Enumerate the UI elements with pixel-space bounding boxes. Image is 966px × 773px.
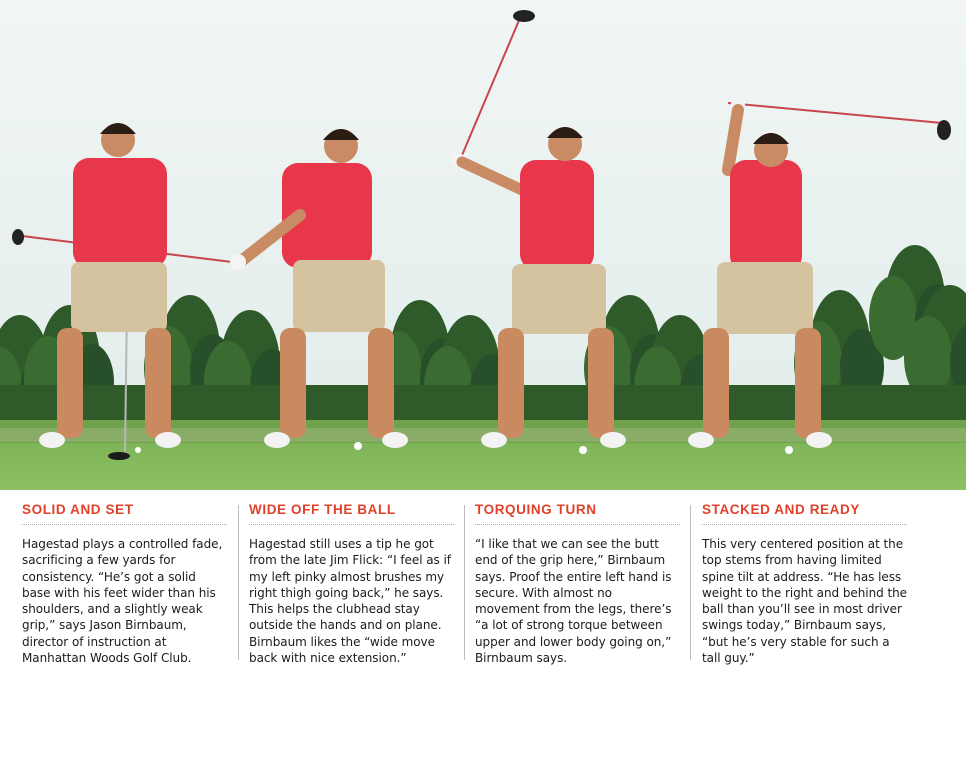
caption-heading: SOLID AND SET: [22, 502, 134, 517]
caption-column-wide-off-the-ball: [249, 500, 454, 666]
dotted-divider: [249, 524, 454, 525]
caption-body: “I like that we can see the butt end of the grip here,” Birnbaum says. Proof the entire left hand is secure. With almost no movement from the legs, there’s “a lot of strong torque between upper and lower body going on,” Birnbaum says.: [475, 537, 672, 666]
caption-column-solid-and-set: [22, 500, 227, 666]
column-divider: [464, 505, 465, 660]
column-divider: [238, 505, 239, 660]
dotted-divider: [702, 524, 907, 525]
column-divider: [690, 505, 691, 660]
caption-body: Hagestad still uses a tip he got from the late Jim Flick: “I feel as if my left pinky almost brushes my right thigh going back,” he says. This helps the clubhead stay outside the hands and on plane. Birnbaum likes the “wide move back with nice extension.”: [249, 537, 451, 666]
caption-column-torquing-turn: [475, 500, 680, 666]
caption-body: Hagestad plays a controlled fade, sacrificing a few yards for consistency. “He’s got a solid base with his feet wider than his shoulders, and a slightly weak grip,” says Jason Birnbaum, director of instruction at Manhattan Woods Golf Club.: [22, 537, 223, 666]
caption-heading: TORQUING TURN: [475, 502, 597, 517]
caption-column-stacked-and-ready: [702, 500, 907, 666]
dotted-divider: [22, 524, 227, 525]
dotted-divider: [475, 524, 680, 525]
caption-heading: WIDE OFF THE BALL: [249, 502, 396, 517]
caption-heading: STACKED AND READY: [702, 502, 860, 517]
caption-body: This very centered position at the top stems from having limited spine tilt at address. “He has less weight to the right and behind the ball than you’ll see in most driver swings today,” Birnbaum says, “but he’s very stable for such a tall guy.”: [702, 537, 908, 666]
